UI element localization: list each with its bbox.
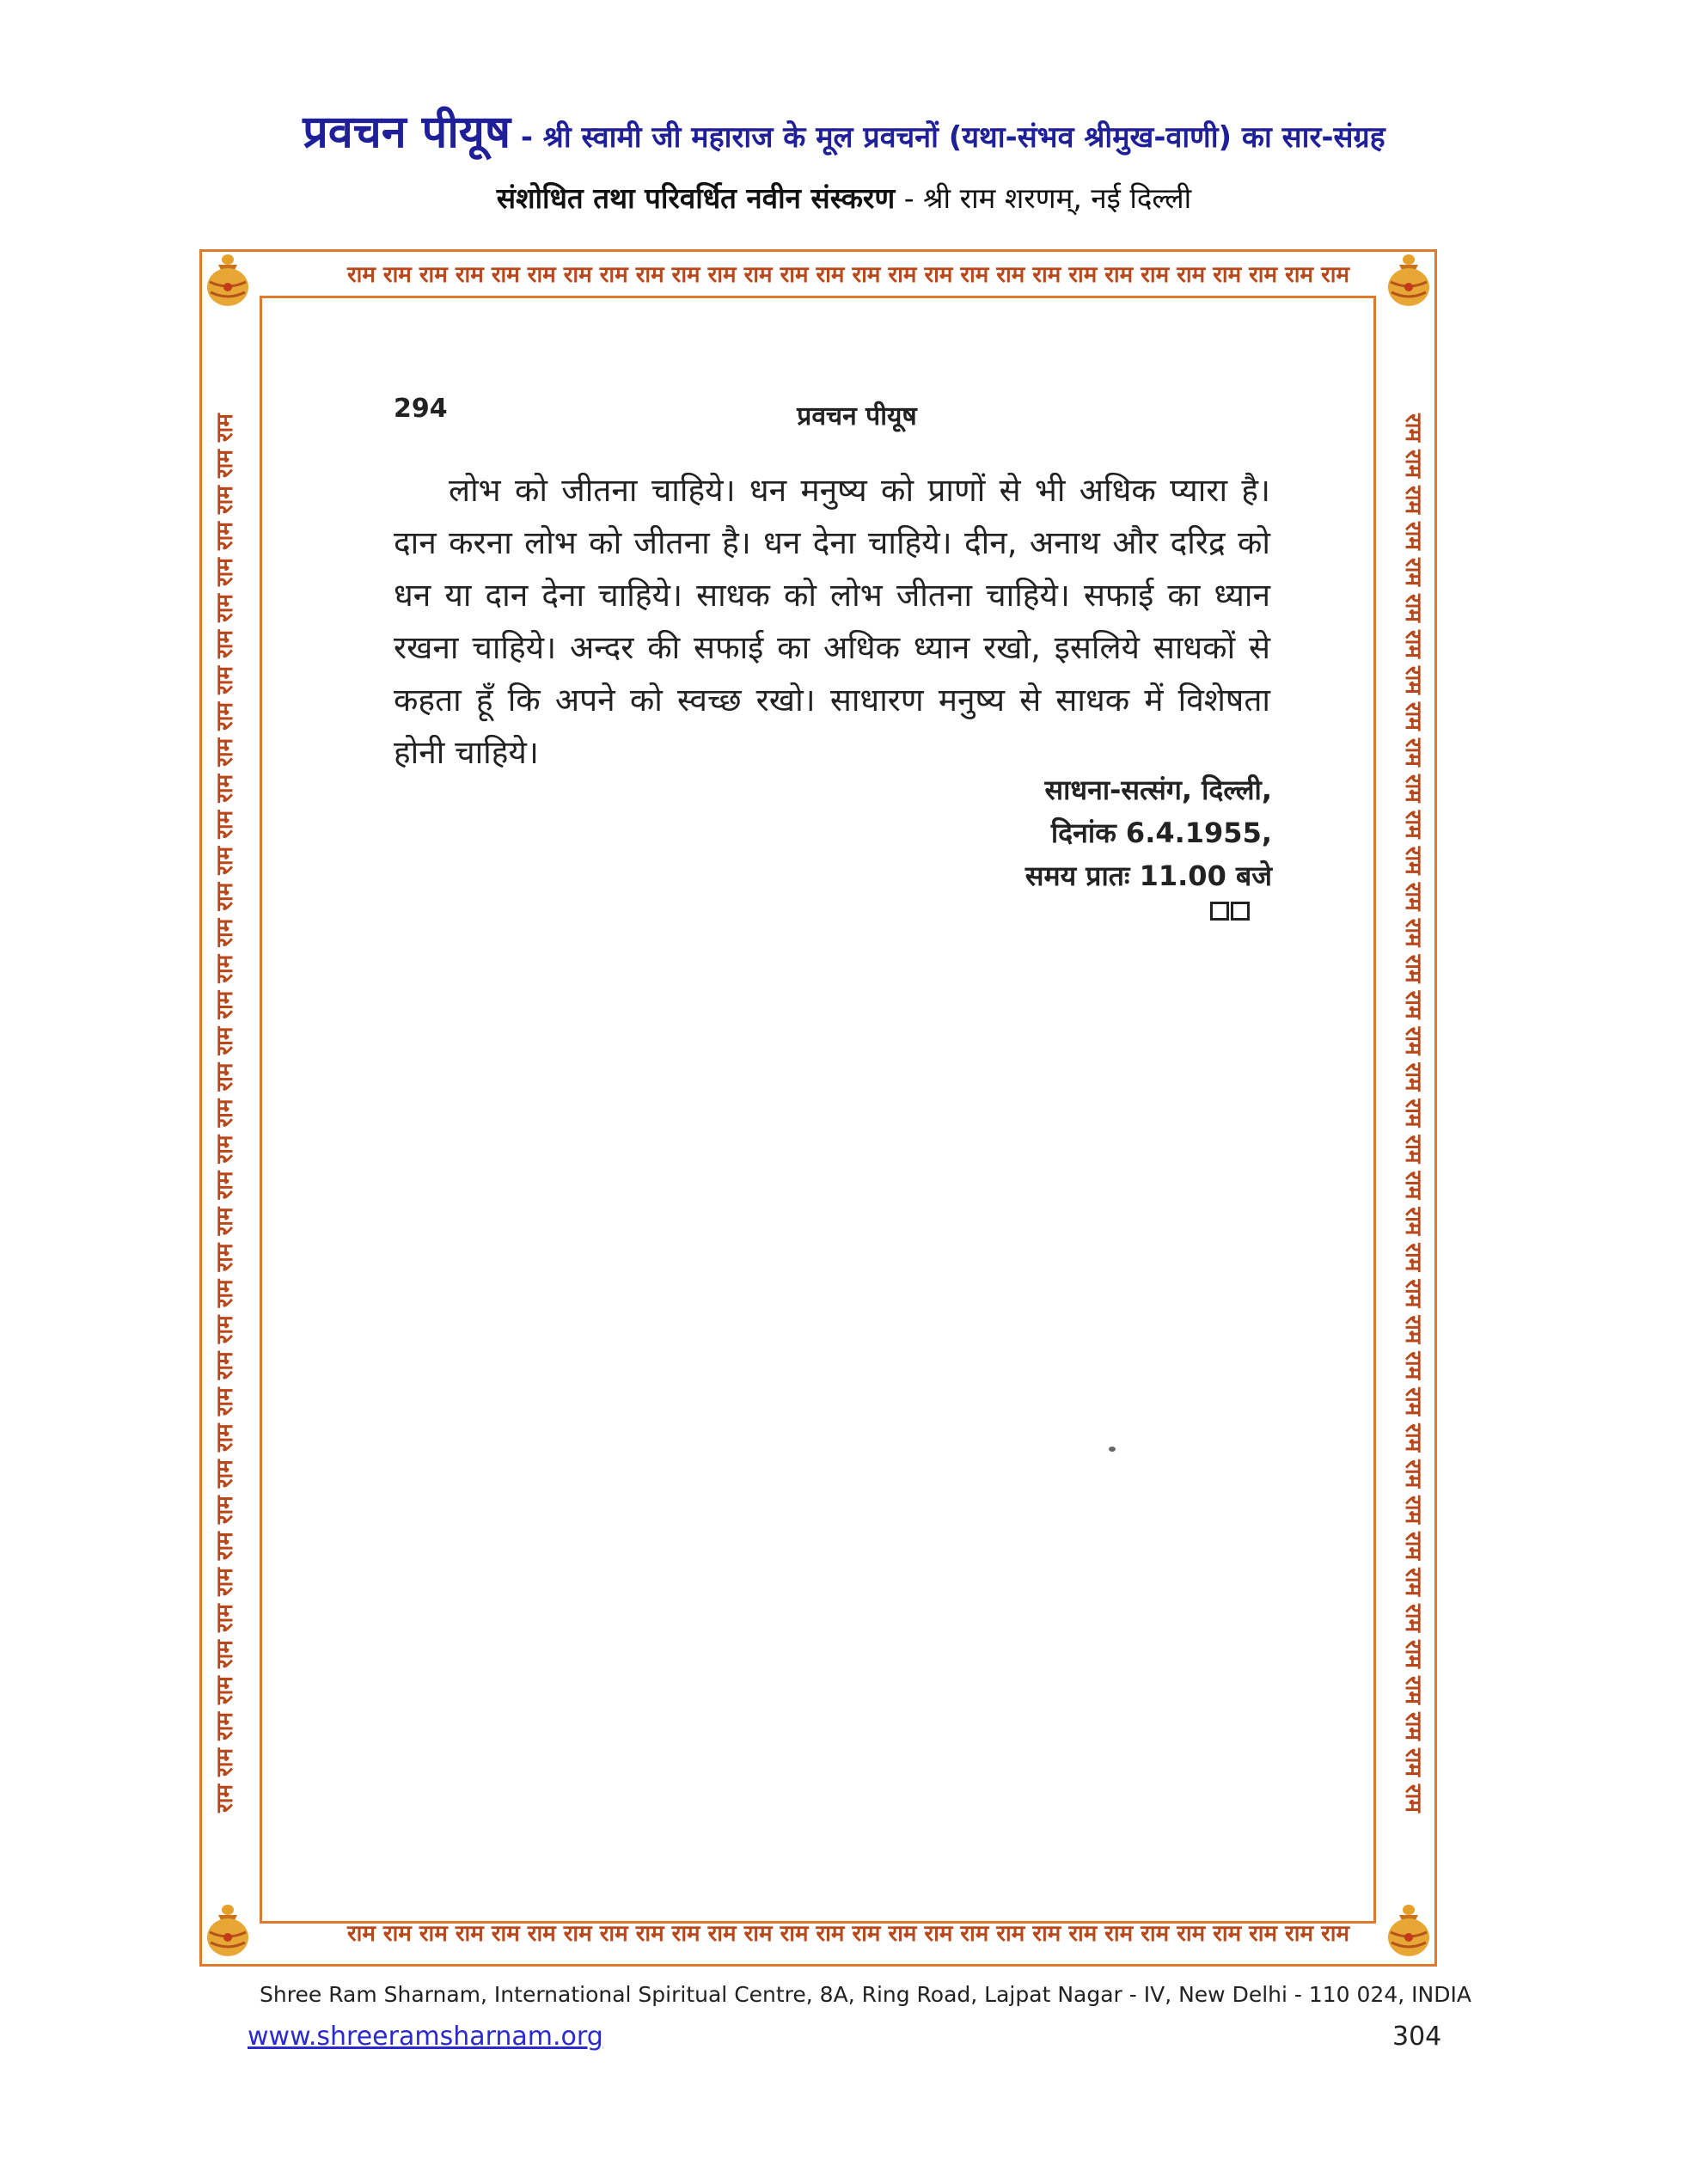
edition-line: [0, 181, 1688, 215]
square-icon: [1231, 902, 1250, 921]
edition-rest: - श्री राम शरणम्, नई दिल्ली: [895, 181, 1192, 215]
border-bottom-text: राम राम राम राम राम राम राम राम राम राम राम राम राम राम राम राम राम राम राम राम राम राम राम राम राम राम राम राम: [346, 1921, 1350, 1947]
document-header: [0, 107, 1688, 158]
border-right-strip: [1396, 327, 1430, 1900]
edition-bold: संशोधित तथा परिवर्धित नवीन संस्करण: [496, 181, 896, 215]
signature-date: दिनांक 6.4.1955,: [1050, 817, 1272, 849]
footer-address: Shree Ram Sharnam, International Spiritual Centre, 8A, Ring Road, Lajpat Nagar - IV, New Delhi - 110 024, INDIA: [260, 1982, 1471, 2007]
footer-page-number: 304: [1392, 2022, 1442, 2052]
website-link[interactable]: www.shreeramsharnam.org: [248, 2022, 603, 2052]
kalash-pot-icon: [1384, 253, 1434, 309]
signature-time: समय प्रातः 11.00 बजे: [1024, 860, 1272, 892]
kalash-pot-icon: [203, 1903, 253, 1960]
header-title: प्रवचन पीयूष: [303, 107, 511, 158]
discourse-paragraph: लोभ को जीतना चाहिये। धन मनुष्य को प्राणों से भी अधिक प्यारा है। दान करना लोभ को जीतना है। धन देना चाहिये। दीन, अनाथ और दरिद्र को धन या दान देना चाहिये। साधक को लोभ जीतना चाहिये। सफाई का ध्यान रखना चाहिये। अन्दर की सफाई का अधिक ध्यान रखो, इसलिये साधकों से कहता हूँ कि अपने को स्वच्छ रखो। साधारण मनुष्य से साधक में विशेषता होनी चाहिये।: [394, 472, 1270, 771]
border-left-strip: [208, 327, 242, 1900]
kalash-pot-icon: [203, 253, 253, 309]
border-left-text: राम राम राम राम राम राम राम राम राम राम राम राम राम राम राम राम राम राम राम राम राम राम राम राम राम राम राम राम राम राम राम राम राम राम राम राम राम राम राम: [212, 413, 238, 1813]
book-page-number: 294: [394, 394, 448, 424]
border-top-text: राम राम राम राम राम राम राम राम राम राम राम राम राम राम राम राम राम राम राम राम राम राम राम राम राम राम राम राम: [346, 262, 1350, 288]
border-right-text: राम राम राम राम राम राम राम राम राम राम राम राम राम राम राम राम राम राम राम राम राम राम राम राम राम राम राम राम राम राम राम राम राम राम राम राम राम राम राम: [1400, 413, 1426, 1813]
book-page-title: प्रवचन पीयूष: [797, 401, 917, 431]
end-marker: [1208, 902, 1250, 924]
kalash-pot-icon: [1384, 1903, 1434, 1960]
signature-place: साधना-सत्संग, दिल्ली,: [1044, 774, 1272, 806]
scan-speck: [1109, 1447, 1116, 1452]
square-icon: [1210, 902, 1229, 921]
header-subtitle: - श्री स्वामी जी महाराज के मूल प्रवचनों (यथा-संभव श्रीमुख-वाणी) का सार-संग्रह: [511, 120, 1385, 155]
